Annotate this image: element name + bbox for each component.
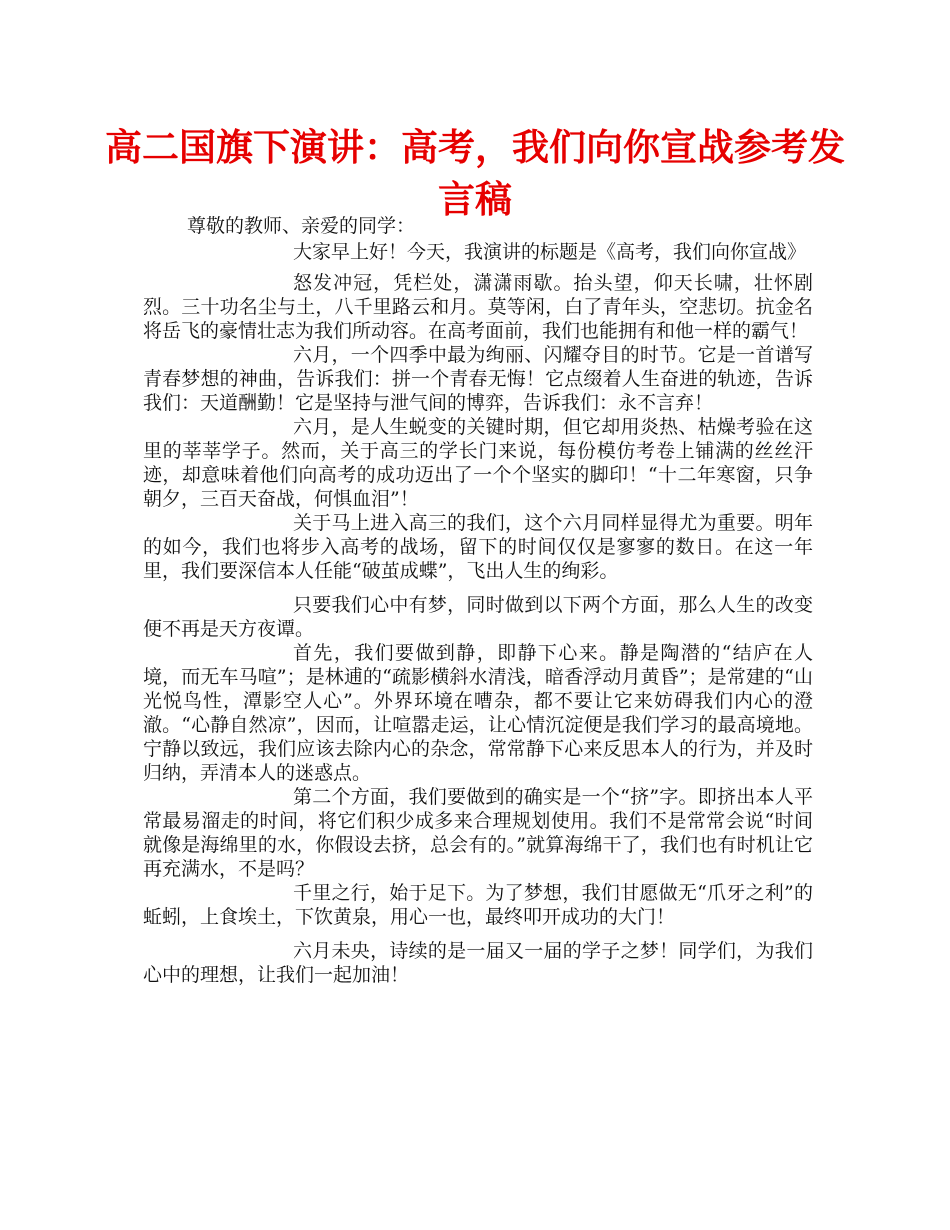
salutation: 尊敬的教师、亲爱的同学：: [187, 215, 416, 237]
paragraph-closing: 六月未央，诗续的是一届又一届的学子之梦！同学们，为我们心中的理想，让我们一起加油！: [143, 940, 813, 986]
paragraph: 首先，我们要做到静，即静下心来。静是陶潜的“结庐在人境，而无车马喧”；是林逋的“疏影横斜水清浅，暗香浮动月黄昏”；是常建的“山光悦鸟性，潭影空人心”。外界环境在嘈杂，都不要让它来妨碍我们内心的澄澈。“心静自然凉”，因而，让喧嚣走运，让心情沉淀便是我们学习的最高境地。宁静以致远，我们应该去除内心的杂念，常常静下心来反思本人的行为，并及时归纳，弄清本人的迷惑点。: [143, 642, 813, 784]
paragraph: 千里之行，始于足下。为了梦想，我们甘愿做无“爪牙之利”的蚯蚓，上食埃土，下饮黄泉，用心一也，最终叩开成功的大门！: [143, 882, 813, 928]
paragraph: 第二个方面，我们要做到的确实是一个“挤”字。即挤出本人平常最易溜走的时间，将它们积少成多来合理规划使用。我们不是常常会说“时间就像是海绵里的水，你假设去挤，总会有的。”就算海绵干了，我们也有时机让它再充满水，不是吗？: [143, 786, 813, 880]
paragraph: 怒发冲冠，凭栏处，潇潇雨歇。抬头望，仰天长啸，壮怀剧烈。三十功名尘与土，八千里路云和月。莫等闲，白了青年头，空悲切。抗金名将岳飞的豪情壮志为我们所动容。在高考面前，我们也能拥有和他一样的霸气！: [143, 272, 813, 342]
paragraph: 关于马上进入高三的我们，这个六月同样显得尤为重要。明年的如今，我们也将步入高考的战场，留下的时间仅仅是寥寥的数日。在这一年里，我们要深信本人任能“破茧成蝶”，飞出人生的绚彩。: [143, 512, 813, 582]
paragraph-greeting: 大家早上好！今天，我演讲的标题是《高考，我们向你宣战》: [293, 241, 807, 263]
paragraph: 六月，一个四季中最为绚丽、闪耀夺目的时节。它是一首谱写青春梦想的神曲，告诉我们：拼一个青春无悔！它点缀着人生奋进的轨迹，告诉我们：天道酬勤！它是坚持与泄气间的博弈，告诉我们：永不言弃！: [143, 344, 813, 414]
speech-body: [143, 240, 813, 987]
document-title: 高二国旗下演讲：高考，我们向你宣战参考发言稿: [105, 126, 845, 221]
paragraph: 只要我们心中有梦，同时做到以下两个方面，那么人生的改变便不再是天方夜谭。: [143, 594, 813, 640]
paragraph: 六月，是人生蜕变的关键时期，但它却用炎热、枯燥考验在这里的莘莘学子。然而，关于高三的学长门来说，每份模仿考卷上铺满的丝丝汗迹，却意味着他们向高考的成功迈出了一个个坚实的脚印！“十二年寒窗，只争朝夕，三百天奋战，何惧血泪”！: [143, 416, 813, 510]
